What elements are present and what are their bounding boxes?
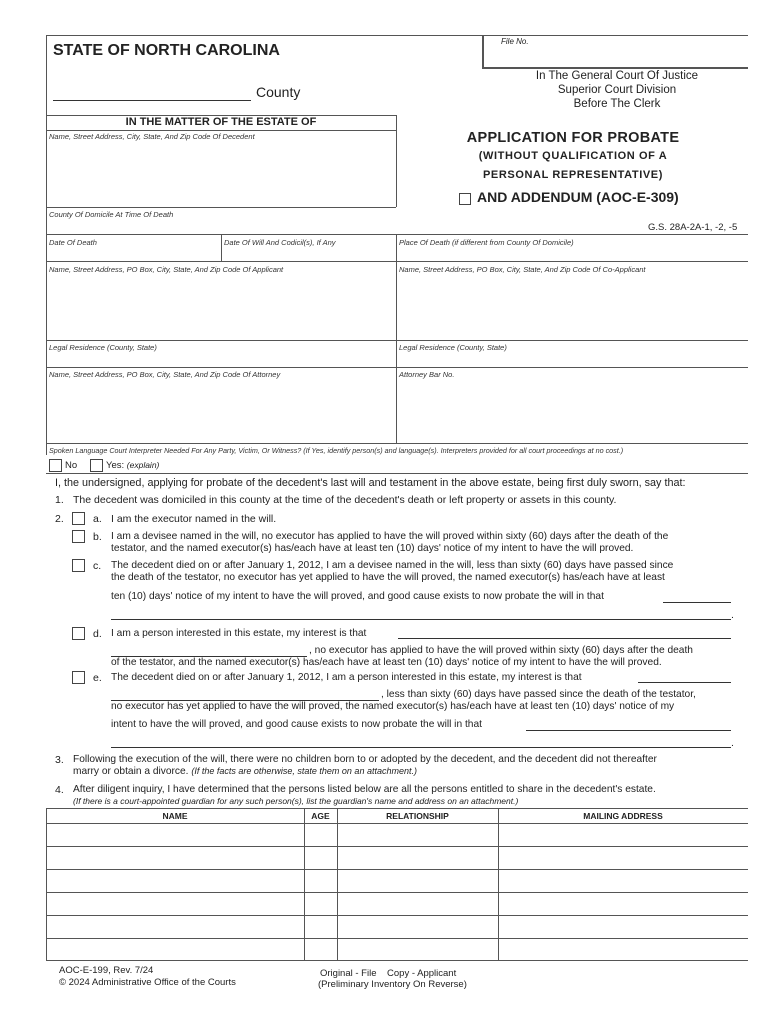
applicant-label: Name, Street Address, PO Box, City, State, And Zip Code Of Applicant: [49, 265, 284, 274]
item-2e-reason-line-2[interactable]: [111, 747, 731, 748]
interpreter-no-label: No: [65, 460, 78, 471]
table-bottom: [46, 960, 748, 961]
item-2c-checkbox[interactable]: [72, 559, 85, 572]
table-row[interactable]: [48, 894, 746, 914]
court-line-1: In The General Court Of Justice: [535, 70, 699, 82]
co-applicant-input[interactable]: [398, 276, 746, 338]
item-2d-letter: d.: [93, 628, 102, 640]
table-row[interactable]: [48, 848, 746, 868]
col-header-name: NAME: [162, 811, 188, 821]
item-4-number: 4.: [55, 784, 64, 796]
interpreter-yes-checkbox[interactable]: [90, 459, 103, 472]
item-2e-line-2: , less than sixty (60) days have passed since the death of the testator,: [381, 689, 696, 700]
attorney-bar-label: Attorney Bar No.: [399, 370, 455, 379]
form-subtitle-1: (WITHOUT QUALIFICATION OF A: [478, 150, 668, 162]
file-no-left-border: [482, 35, 484, 68]
domicile-input[interactable]: [48, 220, 394, 233]
item-2c-line-2: the death of the testator, no executor has yet applied to have the will proved, the named executor(s) has/each have at least: [111, 572, 665, 583]
attorney-divider: [396, 367, 397, 443]
residence-row-top: [46, 340, 748, 341]
item-2b-line-2: testator, and the named executor(s) has/each have at least ten (10) days' notice of my intent to have the will proved.: [111, 543, 634, 554]
addendum-checkbox[interactable]: [459, 193, 471, 205]
item-2e-checkbox[interactable]: [72, 671, 85, 684]
decedent-label: Name, Street Address, City, State, And Zip Code Of Decedent: [49, 132, 255, 141]
place-of-death-label: Place Of Death (if different from County Of Domicile): [399, 238, 574, 247]
footer-form-number: AOC-E-199, Rev. 7/24: [59, 965, 154, 976]
item-2-number: 2.: [55, 513, 64, 525]
item-2d-line-1: I am a person interested in this estate, my interest is that: [111, 628, 367, 639]
state-title: STATE OF NORTH CAROLINA: [53, 42, 280, 59]
form-title: APPLICATION FOR PROBATE: [466, 130, 680, 146]
item-2e-line-3: no executor has yet applied to have the will proved, the named executor(s) has/each have at least ten (10) days' notice of my: [111, 701, 675, 712]
yes-explain: (explain): [126, 460, 160, 470]
matter-right-edge: [396, 115, 397, 131]
decedent-input[interactable]: [48, 143, 394, 205]
file-no-input[interactable]: [490, 48, 745, 64]
item-4-note: (If there is a court-appointed guardian for any such person(s), list the guardian's name and address on an attachment.): [73, 796, 519, 806]
matter-title-underline: [46, 130, 396, 131]
item-2b-line-1: I am a devisee named in the will, no executor has applied to have the will proved within sixty (60) days after the death of the: [111, 531, 669, 542]
applicant-row-top: [46, 261, 748, 262]
footer-copies: Original - File Copy - Applicant: [320, 968, 457, 979]
left-border: [46, 35, 47, 455]
county-input-line[interactable]: [53, 100, 251, 101]
statute-ref: G.S. 28A-2A-1, -2, -5: [648, 222, 738, 233]
death-row-divider-1: [221, 234, 222, 261]
item-3-number: 3.: [55, 754, 64, 766]
applicant-residence-label: Legal Residence (County, State): [49, 343, 157, 352]
court-line-2: Superior Court Division: [557, 84, 677, 96]
table-header-bottom: [46, 823, 748, 824]
item-1-number: 1.: [55, 494, 64, 506]
item-2e-line-4: intent to have the will proved, and good cause exists to now probate the will in that: [111, 719, 482, 730]
item-2e-letter: e.: [93, 672, 102, 684]
date-of-will-label: Date Of Will And Codicil(s), If Any: [224, 238, 336, 247]
co-applicant-residence-label: Legal Residence (County, State): [399, 343, 507, 352]
yes-text: Yes:: [106, 460, 125, 471]
table-row-line: [46, 869, 748, 870]
item-2e-reason-line-1[interactable]: [526, 730, 731, 731]
item-2c-line-3: ten (10) days' notice of my intent to have the will proved, and good cause exists to now probate the will in that: [111, 591, 604, 602]
footer-reverse-note: (Preliminary Inventory On Reverse): [318, 979, 467, 990]
item-3-line-2-text: marry or obtain a divorce.: [73, 766, 189, 777]
col-header-age: AGE: [311, 811, 330, 821]
col-header-mailing-address: MAILING ADDRESS: [583, 811, 663, 821]
item-4-text: After diligent inquiry, I have determined that the persons listed below are all the persons entitled to share in the decedent's estate.: [73, 784, 656, 795]
item-2d-line-2: , no executor has applied to have the will proved within sixty (60) days after the death: [309, 645, 693, 656]
item-2b-letter: b.: [93, 531, 102, 543]
item-2e-interest-line-1[interactable]: [638, 682, 731, 683]
table-row[interactable]: [48, 917, 746, 937]
item-2d-checkbox[interactable]: [72, 627, 85, 640]
table-row-line: [46, 846, 748, 847]
interpreter-explain-input[interactable]: [170, 458, 746, 471]
table-top: [46, 808, 748, 809]
file-no-label: File No.: [501, 37, 529, 46]
table-row-line: [46, 892, 748, 893]
item-3-line-2: [73, 766, 417, 777]
item-2d-interest-line-1[interactable]: [398, 638, 731, 639]
applicant-divider: [396, 261, 397, 367]
attorney-input[interactable]: [48, 381, 394, 441]
applicant-input[interactable]: [48, 276, 394, 338]
form-subtitle-2: PERSONAL REPRESENTATIVE): [482, 169, 664, 181]
court-line-3: Before The Clerk: [573, 98, 661, 110]
attorney-label: Name, Street Address, PO Box, City, State, And Zip Code Of Attorney: [49, 370, 281, 379]
top-border: [46, 35, 482, 36]
domicile-label: County Of Domicile At Time Of Death: [49, 210, 174, 219]
footer-copyright: © 2024 Administrative Office of the Courts: [59, 977, 236, 988]
file-no-top: [482, 35, 748, 36]
death-row-divider-2: [396, 234, 397, 261]
item-2a-checkbox[interactable]: [72, 512, 85, 525]
item-2c-line-1: The decedent died on or after January 1, 2012, I am a devisee named in the will, less than sixty (60) days have passed since: [111, 560, 674, 571]
co-applicant-label: Name, Street Address, PO Box, City, State, And Zip Code Of Co-Applicant: [399, 265, 646, 274]
table-row-line: [46, 938, 748, 939]
court-block: [486, 69, 748, 111]
table-row[interactable]: [48, 871, 746, 891]
item-2a-text: I am the executor named in the will.: [111, 513, 277, 525]
item-2e-period: .: [731, 737, 734, 749]
col-header-relationship: RELATIONSHIP: [386, 811, 449, 821]
interpreter-yes-label: [106, 460, 159, 471]
item-3-line-1: Following the execution of the will, there were no children born to or adopted by the decedent, and the decedent did not thereafter: [73, 754, 657, 765]
item-2c-reason-line-1[interactable]: [663, 602, 731, 603]
attorney-bar-input[interactable]: [398, 381, 746, 441]
table-row[interactable]: [48, 825, 746, 845]
item-1-text: The decedent was domiciled in this county at the time of the decedent's death or left property or assets in this county.: [73, 494, 617, 506]
item-2a-letter: a.: [93, 513, 102, 525]
intro-statement: I, the undersigned, applying for probate of the decedent's last will and testament in the above estate, being first duly sworn, say that:: [55, 477, 686, 489]
interpreter-no-checkbox[interactable]: [49, 459, 62, 472]
interpreter-label: Spoken Language Court Interpreter Needed For Any Party, Victim, Or Witness? (If Yes, identify person(s) and language(s). Interpreters provided for all court proceedings at no cost.): [49, 446, 624, 455]
domicile-top: [46, 207, 396, 208]
table-row-line: [46, 915, 748, 916]
item-2c-letter: c.: [93, 560, 102, 572]
item-2c-reason-line-2[interactable]: [111, 619, 731, 620]
decedent-right-edge: [396, 130, 397, 207]
date-of-death-label: Date Of Death: [49, 238, 97, 247]
death-row-top: [46, 234, 748, 235]
interpreter-row-top: [46, 443, 748, 444]
table-row[interactable]: [48, 940, 746, 959]
attorney-row-top: [46, 367, 748, 368]
item-2c-period: .: [731, 609, 734, 621]
body-top: [46, 473, 748, 474]
item-2e-line-1: The decedent died on or after January 1, 2012, I am a person interested in this estate, my interest is that: [111, 672, 582, 683]
county-label: County: [256, 84, 301, 100]
item-2d-line-3: of the testator, and the named executor(s) has/each have at least ten (10) days' notice of my intent to have the will proved.: [111, 657, 662, 668]
matter-title: IN THE MATTER OF THE ESTATE OF: [125, 116, 317, 128]
item-2b-checkbox[interactable]: [72, 530, 85, 543]
addendum-label: AND ADDENDUM (AOC-E-309): [477, 189, 679, 205]
item-3-note: (If the facts are otherwise, state them on an attachment.): [191, 766, 417, 776]
